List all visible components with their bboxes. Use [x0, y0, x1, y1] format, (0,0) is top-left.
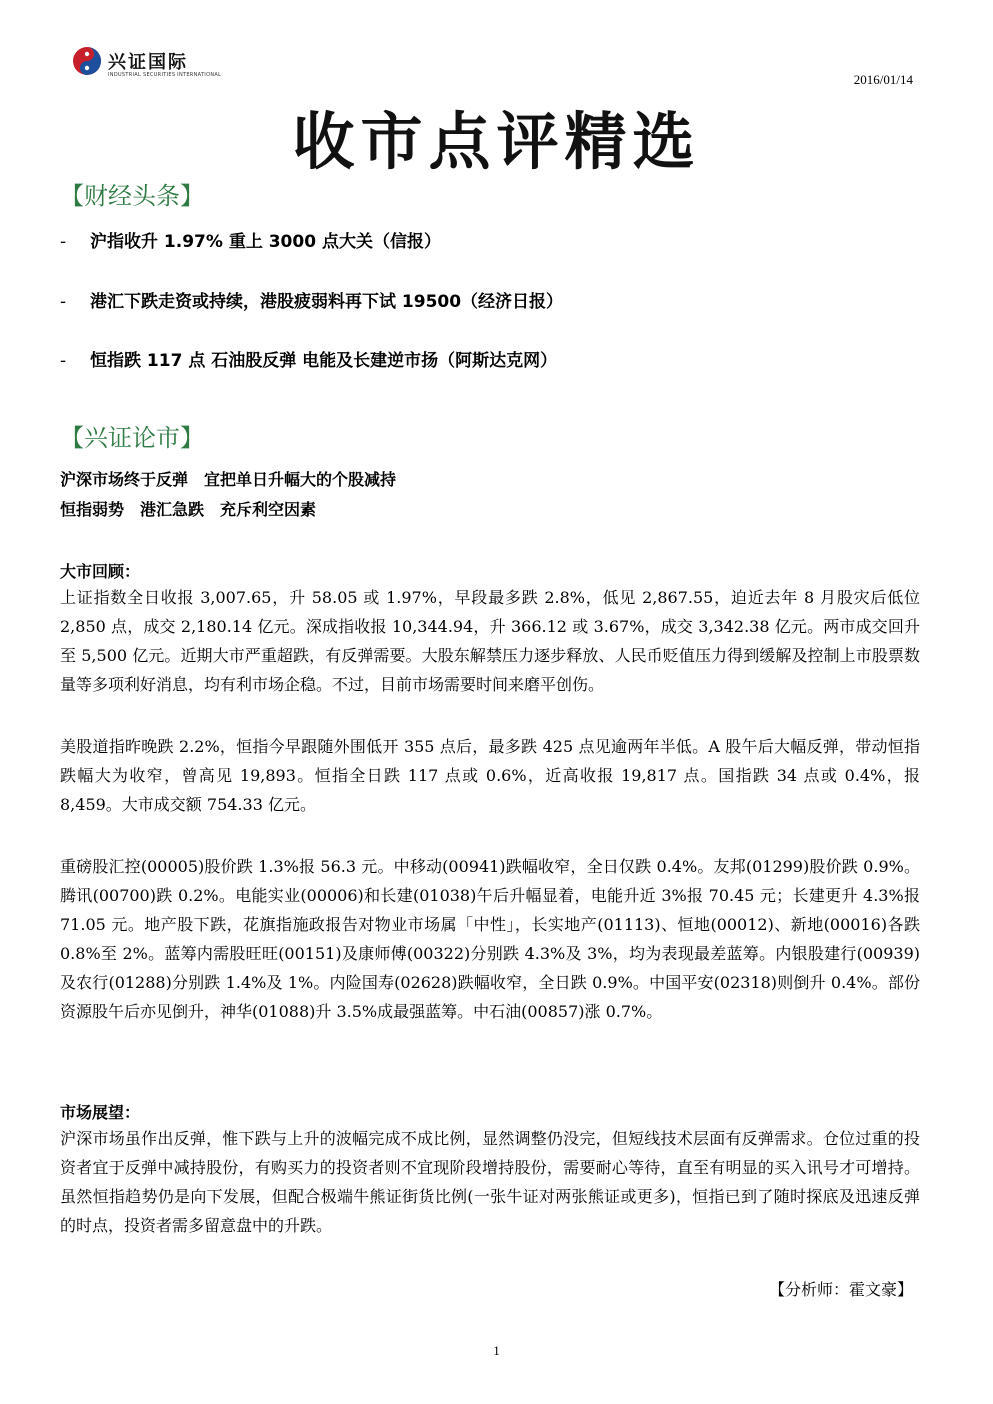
headline-text: 港汇下跌走资或持续，港股疲弱料再下试 19500（经济日报）	[90, 292, 564, 312]
commentary-subtitle-1: 沪深市场终于反弹 宜把单日升幅大的个股减持	[60, 470, 397, 489]
headline-item	[60, 287, 563, 312]
page-title: 收市点评精选	[292, 105, 701, 178]
page-number: 1	[493, 1343, 500, 1358]
report-date: 2016/01/14	[853, 72, 913, 87]
market-review-label: 大市回顾：	[60, 562, 141, 581]
headline-item	[60, 346, 557, 371]
market-outlook-label: 市场展望：	[60, 1103, 141, 1122]
headline-dash: -	[60, 292, 67, 312]
headline-dash: -	[60, 232, 67, 252]
market-outlook-paragraph: 沪深市场虽作出反弹，惟下跌与上升的波幅完成不成比例，显然调整仍没完，但短线技术层面有反弹需求。仓位过重的投资者宜于反弹中减持股份，有购买力的投资者则不宜现阶段增持股份，需要耐心等待，直至有明显的买入讯号才可增持。虽然恒指趋势仍是向下发展，但配合极端牛熊证街货比例(一张牛证对两张熊证或更多)，恒指已到了随时探底及迅速反弹的时点，投资者需多留意盘中的升跌。	[60, 1129, 920, 1235]
market-review-paragraph-2: 美股道指昨晚跌 2.2%，恒指今早跟随外围低开 355 点后，最多跌 425 点见逾两年半低。A 股午后大幅反弹，带动恒指跌幅大为收窄，曾高见 19,893。恒指全日跌 117 点或 0.6%，近高收报 19,817 点。国指跌 34 点或 0.4%，报 8,459。大市成交额 754.33 亿元。	[60, 737, 920, 814]
headline-dash: -	[60, 351, 67, 371]
brand-name-en: INDUSTRIAL SECURITIES INTERNATIONAL	[108, 72, 222, 78]
company-logo	[72, 42, 232, 86]
headline-text: 沪指收升 1.97% 重上 3000 点大关（信报）	[90, 232, 441, 252]
brand-name: 兴证国际	[108, 52, 188, 73]
analyst-signature: 【分析师：霍文豪】	[768, 1280, 913, 1299]
logo-emblem-icon	[72, 46, 102, 76]
headline-item	[60, 227, 441, 252]
commentary-subtitle-2: 恒指弱势 港汇急跌 充斥利空因素	[60, 500, 317, 519]
section-title-headlines: 【财经头条】	[60, 182, 204, 210]
headline-text: 恒指跌 117 点 石油股反弹 电能及长建逆市扬（阿斯达克网）	[90, 351, 558, 371]
section-title-commentary: 【兴证论市】	[60, 424, 204, 452]
market-review-paragraph-1: 上证指数全日收报 3,007.65，升 58.05 或 1.97%，早段最多跌 2.8%，低见 2,867.55，迫近去年 8 月股灾后低位 2,850 点，成交 2,180.14 亿元。深成指收报 10,344.94，升 366.12 或 3.67%，成交 3,342.38 亿元。两市成交回升至 5,500 亿元。近期大市严重超跌，有反弹需要。大股东解禁压力逐步释放、人民币贬值压力得到缓解及控制上市股票数量等多项利好消息，均有利市场企稳。不过，目前市场需要时间来磨平创伤。	[60, 588, 920, 694]
market-review-paragraph-3: 重磅股汇控(00005)股价跌 1.3%报 56.3 元。中移动(00941)跌幅收窄，全日仅跌 0.4%。友邦(01299)股价跌 0.9%。腾讯(00700)跌 0.2%。电能实业(00006)和长建(01038)午后升幅显着，电能升近 3%报 70.45 元；长建更升 4.3%报 71.05 元。地产股下跌，花旗指施政报告对物业市场属「中性」，长实地产(01113)、恒地(00012)、新地(00016)各跌 0.8%至 2%。蓝筹内需股旺旺(00151)及康师傅(00322)分别跌 4.3%及 3%，均为表现最差蓝筹。内银股建行(00939)及农行(01288)分别跌 1.4%及 1%。内险国寿(02628)跌幅收窄，全日跌 0.9%。中国平安(02318)则倒升 0.4%。部份资源股午后亦见倒升，神华(01088)升 3.5%成最强蓝筹。中石油(00857)涨 0.7%。	[60, 857, 920, 1021]
